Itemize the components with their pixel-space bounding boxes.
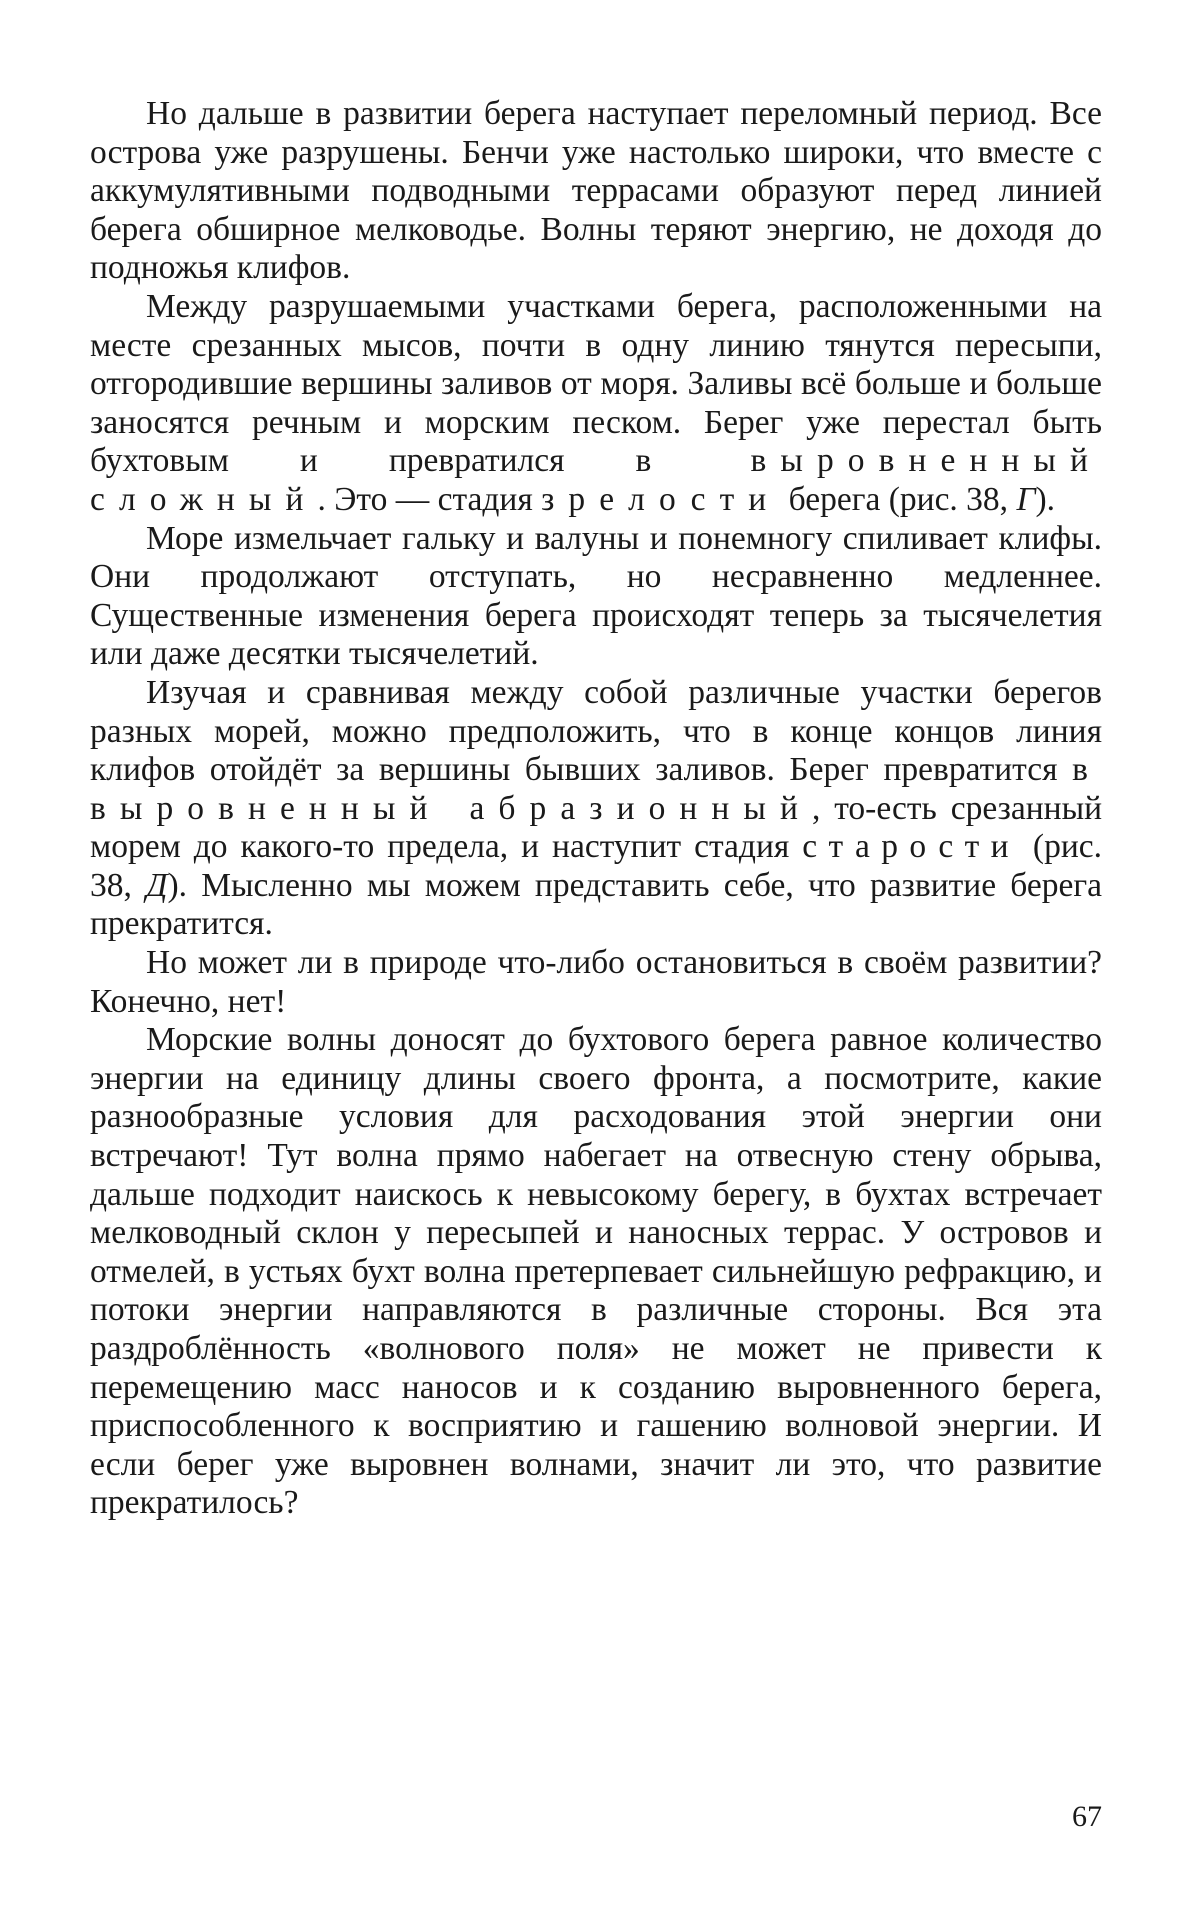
paragraph-2-text: берега (рис. 38, xyxy=(780,480,1017,518)
emphasis-aligned-complex: в выровненный сложный xyxy=(90,442,1102,518)
paragraph-3: Море измельчает гальку и валуны и понемногу спиливает клифы. Они продолжают отступать, но несравненно медленнее. Существенные изменения берега происходят теперь за тысячелетия или даже десятки тысячелетий. xyxy=(90,519,1102,673)
page-number: 67 xyxy=(1072,1800,1102,1833)
figure-ref-letter: Г xyxy=(1016,480,1036,518)
paragraph-4 xyxy=(90,674,1102,944)
paragraph-4-text: Изучая и сравнивая между собой различные участки берегов разных морей, можно предположить, что в конце концов линия клифов отойдёт за вершины бывших заливов. Берег превратится xyxy=(90,673,1102,789)
page-body xyxy=(90,95,1102,1523)
emphasis-old-age: старости xyxy=(802,828,1020,866)
paragraph-2-text: Между разрушаемыми участками берега, расположенными на месте срезанных мысов, почти в одну линию тянутся пересыпи, отгородившие вершины заливов от моря. Заливы всё больше и больше заносятся речным и морским песком. Берег уже перестал быть бухтовым и превратился xyxy=(90,287,1102,480)
paragraph-5: Но может ли в природе что-либо остановиться в своём развитии? Конечно, нет! xyxy=(90,944,1102,1020)
paragraph-2 xyxy=(90,288,1102,520)
paragraph-2-text: . Это — стадия xyxy=(317,480,542,518)
paragraph-1: Но дальше в развитии берега наступает переломный период. Все острова уже разрушены. Бенчи уже настолько широки, что вместе с аккумулятивными подводными террасами образуют перед линией берега обширное мелководье. Волны теряют энергию, не доходя до подножья клифов. xyxy=(90,95,1102,287)
emphasis-aligned-abrasion: в выровненный абразионный xyxy=(90,751,1102,827)
paragraph-4-text: ). Мысленно мы можем представить себе, что развитие берега прекратится. xyxy=(90,866,1103,943)
paragraph-4-text: , то-есть срезанный морем до какого-то предела, и наступит стадия xyxy=(90,789,1102,866)
paragraph-6: Морские волны доносят до бухтового берега равное количество энергии на единицу длины своего фронта, а посмотрите, какие разнообразные условия для расходования этой энергии они встречают! Тут волна прямо набегает на отвесную стену обрыва, дальше подходит наискось к невысокому берегу, в бухтах встречает мелководный склон у пересыпей и наносных террас. У островов и отмелей, в устьях бухт волна претерпевает сильнейшую рефракцию, и потоки энергии направляются в различные стороны. Вся эта раздроблённость «волнового поля» не может не привести к перемещению масс наносов и к созданию выровненного берега, приспособленного к восприятию и гашению волновой энергии. И если берег уже выровнен волнами, значит ли это, что развитие прекратилось? xyxy=(90,1021,1102,1522)
figure-ref-letter: Д xyxy=(146,866,168,904)
emphasis-maturity: зрелости xyxy=(541,480,781,518)
paragraph-4-text: (рис. 38, xyxy=(90,828,1103,904)
paragraph-2-text: ). xyxy=(1035,480,1056,518)
